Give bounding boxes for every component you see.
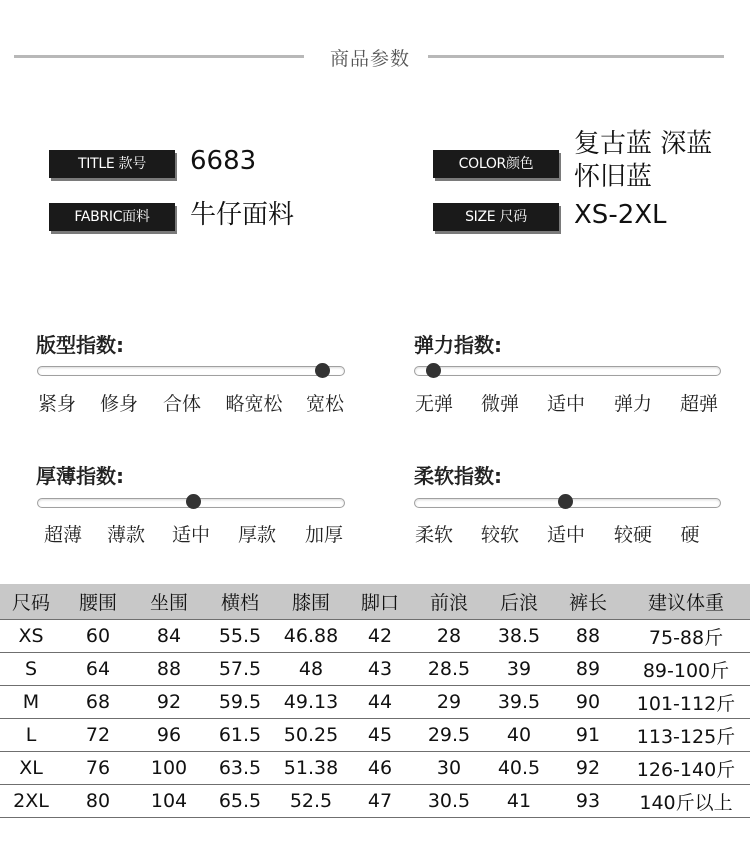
thickness-label-4: 厚款 xyxy=(237,524,277,546)
fit-label-1: 紧身 xyxy=(37,393,77,415)
table-cell: 40 xyxy=(484,719,554,752)
size-header-cell: 膝围 xyxy=(276,584,346,620)
softness-label-3: 适中 xyxy=(546,524,586,546)
size-value: XS-2XL xyxy=(574,200,667,230)
table-cell: 46.88 xyxy=(276,620,346,653)
size-table-body xyxy=(0,620,750,818)
table-row xyxy=(0,785,750,818)
size-header-cell: 裤长 xyxy=(554,584,622,620)
table-cell: 76 xyxy=(62,752,134,785)
table-cell: 39.5 xyxy=(484,686,554,719)
table-cell: 46 xyxy=(346,752,414,785)
thickness-label-2: 薄款 xyxy=(106,524,146,546)
fit-label-3: 合体 xyxy=(162,393,202,415)
size-header-cell: 后浪 xyxy=(484,584,554,620)
stretch-index-knob xyxy=(426,363,441,378)
softness-label-4: 较硬 xyxy=(613,524,653,546)
table-cell: 52.5 xyxy=(276,785,346,818)
softness-label-2: 较软 xyxy=(480,524,520,546)
title-tag: TITLE 款号 xyxy=(49,150,175,178)
table-cell: 89 xyxy=(554,653,622,686)
table-cell: 126-140斤 xyxy=(622,752,750,785)
table-cell: 39 xyxy=(484,653,554,686)
stretch-label-4: 弹力 xyxy=(613,393,653,415)
table-row xyxy=(0,620,750,653)
table-cell: 104 xyxy=(134,785,204,818)
thickness-label-3: 适中 xyxy=(171,524,211,546)
table-row xyxy=(0,653,750,686)
size-table xyxy=(0,584,750,818)
stretch-index-title: 弹力指数: xyxy=(414,333,502,357)
stretch-label-3: 适中 xyxy=(546,393,586,415)
size-header-cell: 尺码 xyxy=(0,584,62,620)
stretch-label-5: 超弹 xyxy=(679,393,719,415)
table-cell: 88 xyxy=(134,653,204,686)
stretch-label-2: 微弹 xyxy=(480,393,520,415)
table-cell: 29.5 xyxy=(414,719,484,752)
softness-index-labels xyxy=(0,520,750,546)
color-tag: COLOR颜色 xyxy=(433,150,559,178)
softness-label-5: 硬 xyxy=(680,524,700,546)
table-cell: XL xyxy=(0,752,62,785)
table-cell: 43 xyxy=(346,653,414,686)
section-title: 商品参数 xyxy=(329,48,410,70)
fit-label-4: 略宽松 xyxy=(225,393,283,415)
fit-label-2: 修身 xyxy=(99,393,139,415)
table-cell: 57.5 xyxy=(204,653,276,686)
table-cell: 92 xyxy=(134,686,204,719)
table-cell: 65.5 xyxy=(204,785,276,818)
table-cell: 59.5 xyxy=(204,686,276,719)
table-cell: 92 xyxy=(554,752,622,785)
table-cell: 30.5 xyxy=(414,785,484,818)
table-cell: 91 xyxy=(554,719,622,752)
stretch-index-labels xyxy=(0,389,750,415)
table-cell: 2XL xyxy=(0,785,62,818)
table-cell: 140斤以上 xyxy=(622,785,750,818)
table-cell: 63.5 xyxy=(204,752,276,785)
table-cell: 68 xyxy=(62,686,134,719)
thickness-label-5: 加厚 xyxy=(304,524,344,546)
table-cell: 93 xyxy=(554,785,622,818)
fit-index-track xyxy=(37,366,345,376)
table-row xyxy=(0,719,750,752)
table-cell: 84 xyxy=(134,620,204,653)
table-cell: 50.25 xyxy=(276,719,346,752)
table-cell: 28.5 xyxy=(414,653,484,686)
table-cell: 51.38 xyxy=(276,752,346,785)
table-cell: 41 xyxy=(484,785,554,818)
table-row xyxy=(0,686,750,719)
table-cell: 88 xyxy=(554,620,622,653)
fit-index-title: 版型指数: xyxy=(36,333,124,357)
softness-index-knob xyxy=(558,494,573,509)
table-cell: 55.5 xyxy=(204,620,276,653)
color-value-line1: 复古蓝 深蓝 xyxy=(574,129,713,159)
table-cell: 75-88斤 xyxy=(622,620,750,653)
table-cell: 48 xyxy=(276,653,346,686)
table-cell: S xyxy=(0,653,62,686)
table-cell: 38.5 xyxy=(484,620,554,653)
table-cell: 29 xyxy=(414,686,484,719)
table-cell: M xyxy=(0,686,62,719)
table-cell: 89-100斤 xyxy=(622,653,750,686)
title-value: 6683 xyxy=(190,146,257,176)
size-header-cell: 腰围 xyxy=(62,584,134,620)
size-header-cell: 坐围 xyxy=(134,584,204,620)
table-cell: 40.5 xyxy=(484,752,554,785)
table-cell: 72 xyxy=(62,719,134,752)
table-cell: 28 xyxy=(414,620,484,653)
table-cell: XS xyxy=(0,620,62,653)
table-cell: 47 xyxy=(346,785,414,818)
fit-label-5: 宽松 xyxy=(305,393,345,415)
table-cell: 96 xyxy=(134,719,204,752)
size-header-cell: 前浪 xyxy=(414,584,484,620)
softness-index-title: 柔软指数: xyxy=(414,464,502,488)
table-cell: 45 xyxy=(346,719,414,752)
fit-index-knob xyxy=(315,363,330,378)
table-cell: 80 xyxy=(62,785,134,818)
table-cell: 49.13 xyxy=(276,686,346,719)
softness-label-1: 柔软 xyxy=(414,524,454,546)
thickness-index-knob xyxy=(186,494,201,509)
table-cell: 100 xyxy=(134,752,204,785)
fabric-tag: FABRIC面料 xyxy=(49,203,175,231)
table-cell: L xyxy=(0,719,62,752)
size-header-cell: 建议体重 xyxy=(622,584,750,620)
color-value-line2: 怀旧蓝 xyxy=(574,162,653,192)
table-cell: 113-125斤 xyxy=(622,719,750,752)
table-cell: 44 xyxy=(346,686,414,719)
table-cell: 101-112斤 xyxy=(622,686,750,719)
table-cell: 64 xyxy=(62,653,134,686)
stretch-index-track xyxy=(414,366,721,376)
table-cell: 60 xyxy=(62,620,134,653)
table-row xyxy=(0,752,750,785)
size-table-header xyxy=(0,584,750,620)
table-cell: 42 xyxy=(346,620,414,653)
thickness-label-1: 超薄 xyxy=(43,524,83,546)
table-cell: 90 xyxy=(554,686,622,719)
table-cell: 30 xyxy=(414,752,484,785)
stretch-label-1: 无弹 xyxy=(414,393,454,415)
size-header-cell: 脚口 xyxy=(346,584,414,620)
fabric-value: 牛仔面料 xyxy=(190,200,295,230)
size-header-cell: 横档 xyxy=(204,584,276,620)
size-tag: SIZE 尺码 xyxy=(433,203,559,231)
table-cell: 61.5 xyxy=(204,719,276,752)
thickness-index-title: 厚薄指数: xyxy=(36,464,124,488)
